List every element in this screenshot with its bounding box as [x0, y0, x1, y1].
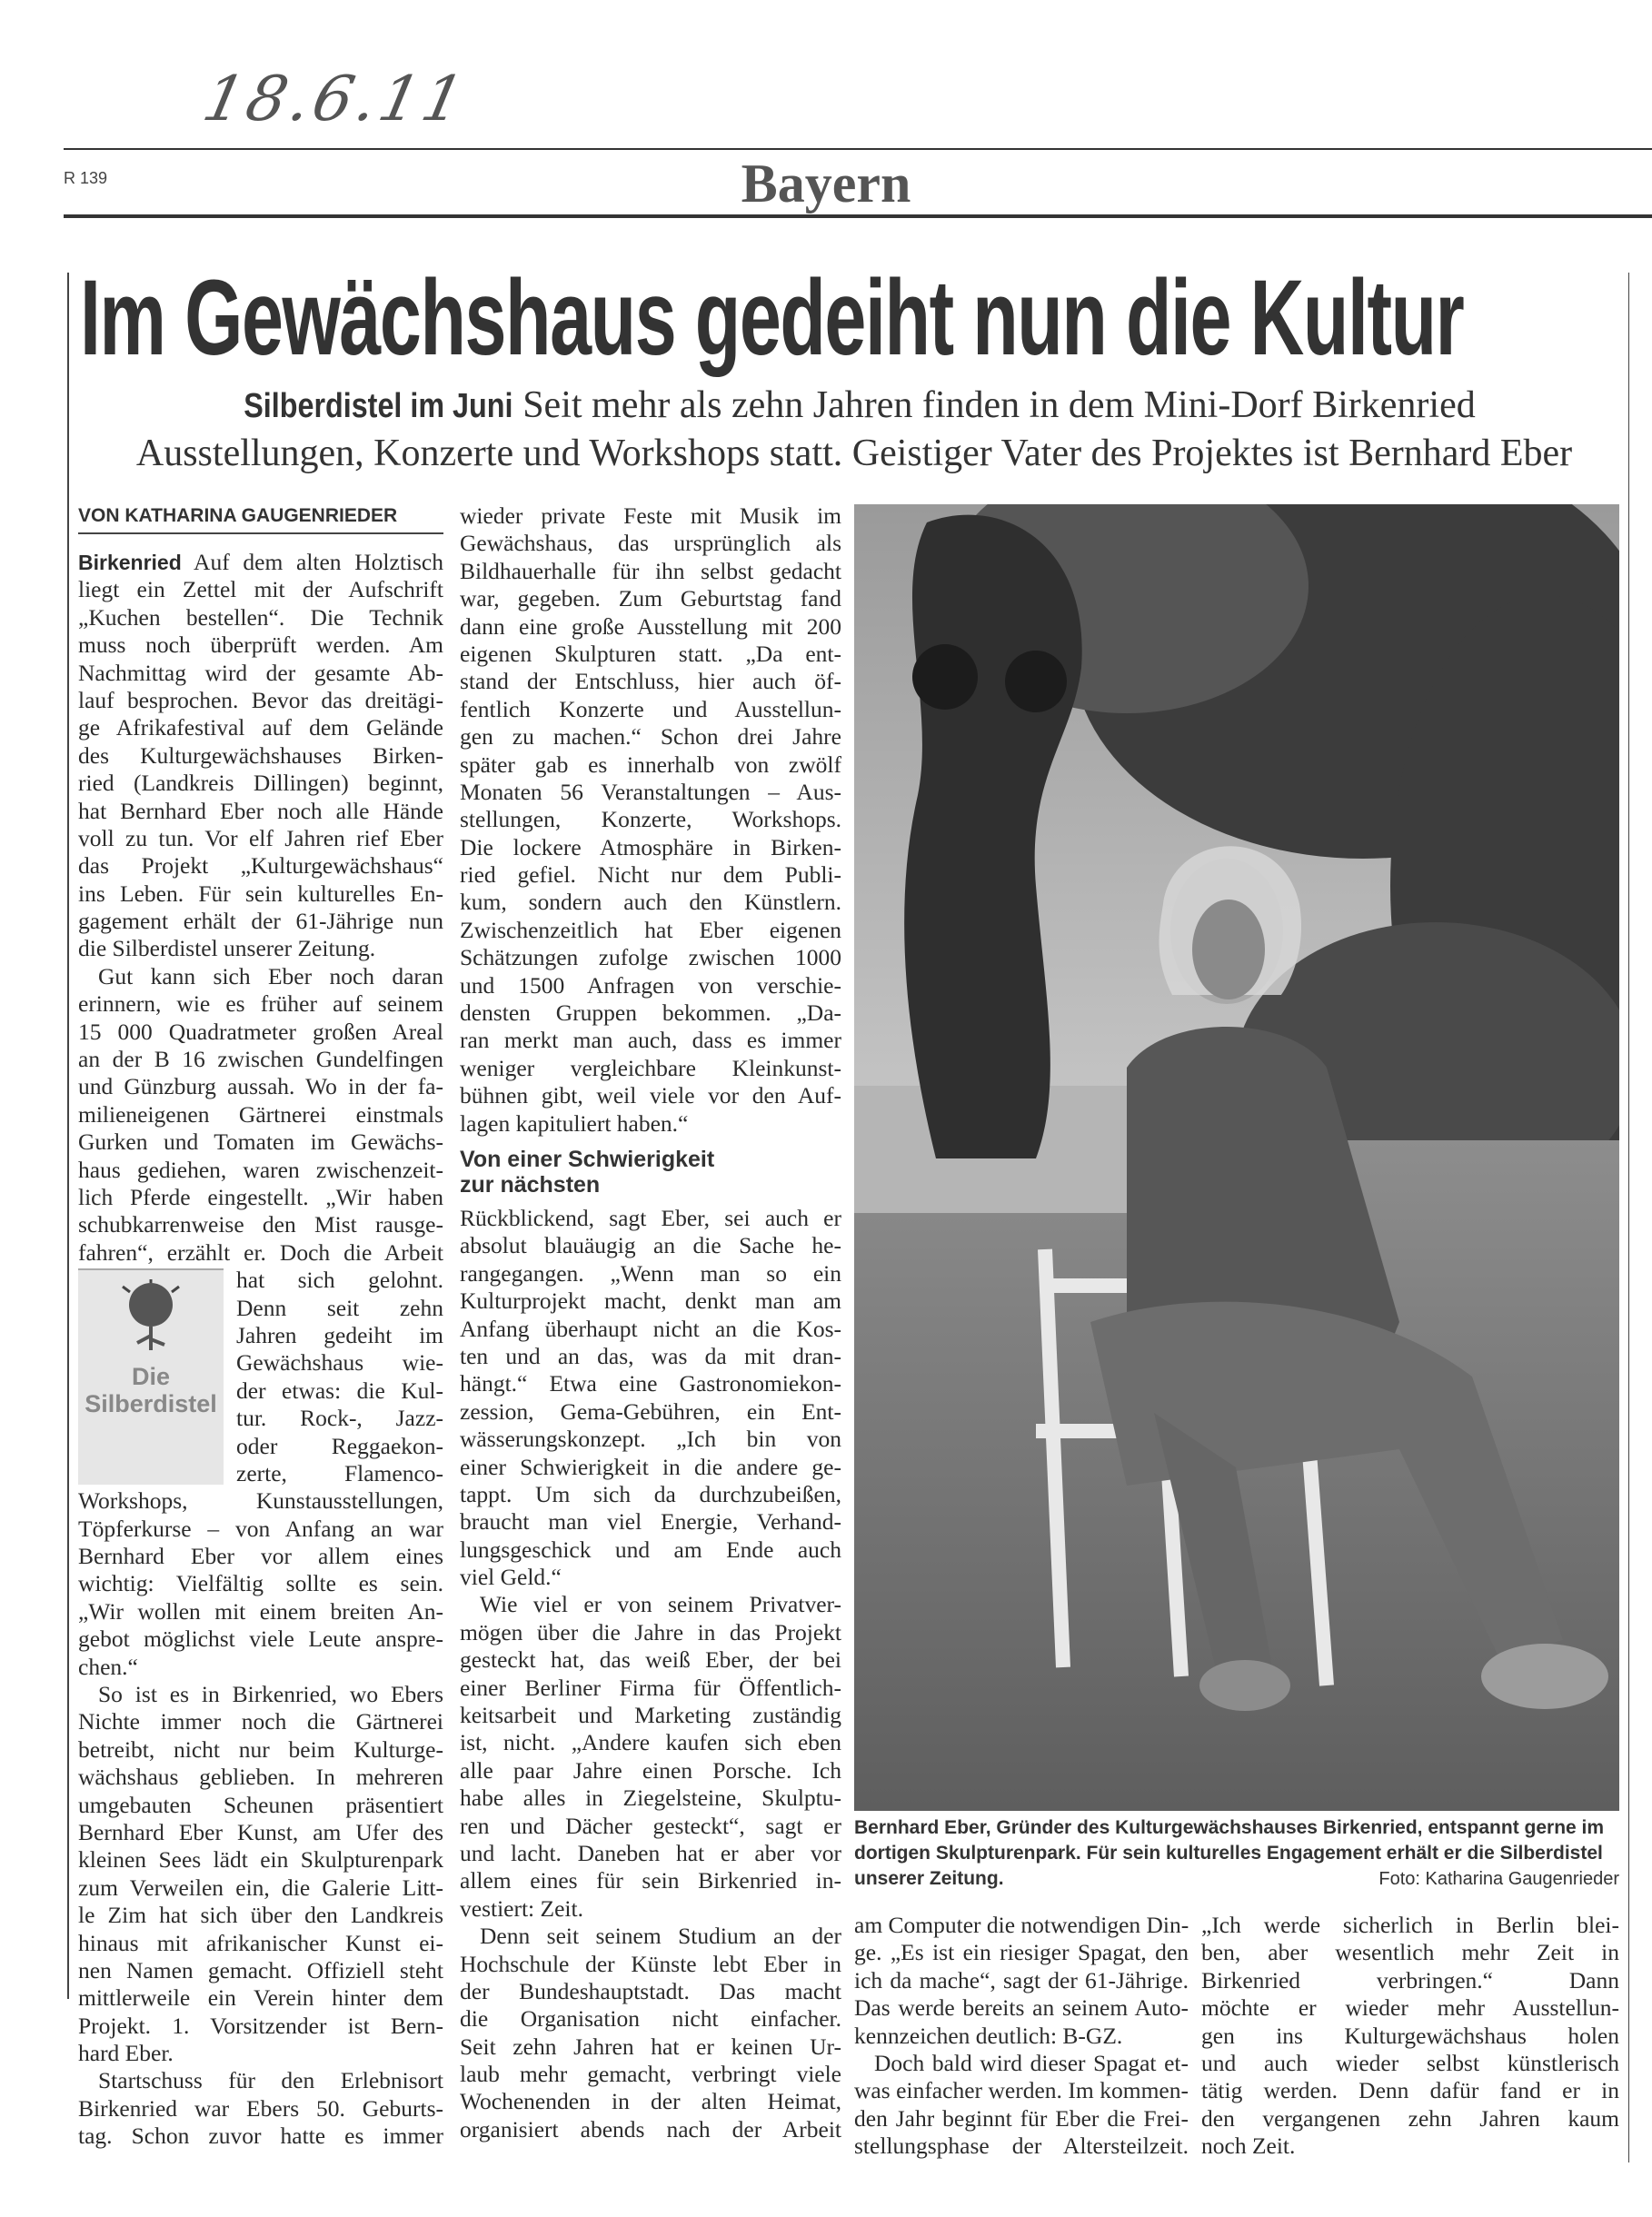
- text-line: mittlerweile ein Verein hinter dem: [78, 1984, 443, 2012]
- subheading-line: zur nächsten: [460, 1171, 601, 1198]
- thistle-icon: [119, 1279, 183, 1352]
- text-line: ge. „Es ist ein riesiger Spagat, den: [854, 1939, 1189, 1966]
- text-line: schubkarrenweise den Mist rausge-: [78, 1211, 443, 1238]
- paragraph: [460, 502, 841, 1138]
- paragraph: [854, 2050, 1189, 2161]
- text-line: lungsgeschick und am Ende auch: [460, 1536, 841, 1563]
- text-line: tag. Schon zuvor hatte es immer: [78, 2123, 443, 2150]
- text-line: die Silberdistel unserer Zeitung.: [78, 935, 376, 962]
- text-line: habe alles in Ziegelsteine, Skulptu-: [460, 1785, 841, 1812]
- text-line: erinnern, wie es früher auf seinem: [78, 990, 443, 1018]
- deck-kicker: Silberdistel im Juni: [244, 387, 513, 425]
- paragraph: [460, 1923, 841, 2143]
- text-line: chen.“: [78, 1653, 138, 1680]
- text-line: Das werde bereits an seinem Auto-: [854, 1994, 1189, 2022]
- deck-line-1: Seit mehr als zehn Jahren finden in dem Mini-Dorf Birkenried: [522, 384, 1476, 426]
- text-line: kum, sondern auch den Künstlern.: [460, 889, 841, 916]
- text-line: [78, 549, 443, 576]
- text-line: Wie viel er von seinem Privatver-: [480, 1591, 841, 1618]
- text-line: densten Gruppen bekommen. „Da-: [460, 999, 841, 1027]
- text-line: ried gefiel. Nicht nur dem Publi-: [460, 861, 841, 889]
- text-line: muss noch überprüft werden. Am: [78, 631, 443, 659]
- text-line: wichtig: Vielfältig sollte es sein.: [78, 1570, 443, 1597]
- text-line: „Wir wollen mit einem breiten An-: [78, 1597, 443, 1625]
- text-line: den vergangenen zehn Jahren kaum: [1201, 2104, 1619, 2132]
- paragraph: [460, 1591, 841, 1923]
- article-left-border: [67, 273, 69, 1999]
- text-line: ich da mache“, sagt der 61-Jährige.: [854, 1966, 1189, 1993]
- text-line: viel Geld.“: [460, 1564, 562, 1591]
- text-line: absolut blauäugig an die Sache he-: [460, 1232, 841, 1259]
- text-line: Monaten 56 Veranstaltungen – Aus-: [460, 778, 841, 805]
- text-line: braucht man viel Energie, Verhand-: [460, 1508, 841, 1536]
- column-3: [854, 1912, 1189, 2161]
- text-line: am Computer die notwendigen Din-: [854, 1912, 1189, 1938]
- column-1: [78, 549, 443, 2151]
- text-line: hard Eber.: [78, 2040, 174, 2067]
- text-line: lagen kapituliert haben.“: [460, 1109, 689, 1137]
- text-line: den Jahr beginnt für Eber die Frei-: [854, 2104, 1189, 2132]
- text-line: hinaus mit afrikanischer Kunst ei-: [78, 1929, 443, 1956]
- text-line: Nachmittag wird der gesamte Ab-: [78, 659, 443, 686]
- text-line: Denn seit seinem Studium an der: [480, 1923, 841, 1950]
- text-line: „Ich werde sicherlich in Berlin blei-: [1201, 1912, 1619, 1938]
- text-line: war, gegeben. Zum Geburtstag fand: [460, 585, 841, 612]
- paragraph: [460, 1205, 841, 1591]
- text-line: Nichte immer noch die Gärtnerei: [78, 1708, 443, 1735]
- text-line: gen ins Kulturgewächshaus holen: [1201, 2022, 1619, 2049]
- text-line: zum Verweilen ein, die Galerie Litt-: [78, 1874, 443, 1901]
- text-line: an der B 16 zwischen Gundelfingen: [78, 1046, 443, 1073]
- headline: Im Gewächshaus gedeiht nun die Kultur: [80, 258, 1464, 378]
- text-line: Denn seit zehn: [236, 1294, 443, 1321]
- text-line: des Kulturgewächshauses Birken-: [78, 741, 443, 769]
- article-right-border: [1628, 273, 1629, 2162]
- page-number: R 139: [64, 169, 108, 187]
- text-line: Bildhauerhalle für ihn selbst gedacht: [460, 557, 841, 584]
- text-line: eigenen Skulpturen statt. „Da ent-: [460, 640, 841, 667]
- lead-word: Birkenried: [78, 551, 182, 574]
- section-rule: [64, 214, 1652, 218]
- text-line: nen Namen gemacht. Offiziell steht: [78, 1956, 443, 1983]
- photo-credit: Foto: Katharina Gaugenrieder: [1378, 1869, 1619, 1889]
- text-line: fahren“, erzählt er. Doch die Arbeit: [78, 1238, 443, 1266]
- text-line: Gewächshaus wie-: [236, 1349, 443, 1377]
- text-line: gen zu machen.“ Schon drei Jahre: [460, 723, 841, 751]
- top-rule: [64, 148, 1652, 150]
- text-line: ren und Dächer gesteckt“, sagt er: [460, 1812, 841, 1839]
- text-line: Die lockere Atmosphäre in Birken-: [460, 833, 841, 860]
- text-line: oder Reggaekon-: [236, 1432, 443, 1459]
- text-line: hat Bernhard Eber noch alle Hände: [78, 797, 443, 824]
- text-line: hat sich gelohnt.: [236, 1267, 443, 1294]
- text-line: ge Afrikafestival auf dem Gelände: [78, 714, 443, 741]
- text-line: laub mehr gemacht, verbringt viele: [460, 2061, 841, 2088]
- text-line: organisiert abends nach der Arbeit: [460, 2115, 841, 2142]
- text-line: Workshops, Kunstausstellungen,: [78, 1487, 443, 1515]
- text-line: 15 000 Quadratmeter großen Areal: [78, 1018, 443, 1045]
- text-line: umgebauten Scheunen präsentiert: [78, 1791, 443, 1818]
- text-line: Projekt. 1. Vorsitzender ist Bern-: [78, 2012, 443, 2039]
- text-line: hängt.“ Etwa eine Gastronomiekon-: [460, 1370, 841, 1397]
- text-line: ran merkt man auch, dass es immer: [460, 1027, 841, 1054]
- text-line: Gut kann sich Eber noch daran: [98, 962, 443, 989]
- paragraph: [78, 963, 443, 1681]
- text-line: dann eine große Ausstellung mit 200: [460, 612, 841, 640]
- text-line: milieneigenen Gärtnerei einstmals: [78, 1100, 443, 1128]
- text-line: und auch wieder selbst künstlerisch: [1201, 2049, 1619, 2076]
- byline: VON KATHARINA GAUGENRIEDER: [78, 505, 443, 534]
- text-line: und lacht. Daneben hat er aber vor: [460, 1839, 841, 1866]
- text-line: tur. Rock-, Jazz-: [236, 1405, 443, 1432]
- text-line: So ist es in Birkenried, wo Ebers: [98, 1681, 443, 1708]
- text-line: allem eines für sein Birkenried in-: [460, 1867, 841, 1894]
- text-line: tappt. Um sich da durchzubeißen,: [460, 1480, 841, 1507]
- silberdistel-logo: [78, 1268, 224, 1485]
- text-line: einer Berliner Firma für Öffentlich-: [460, 1674, 841, 1701]
- text-line: Birkenried war Ebers 50. Geburts-: [78, 2094, 443, 2122]
- text-line: vestiert: Zeit.: [460, 1894, 583, 1922]
- section-title: Bayern: [741, 154, 911, 214]
- text-line: möchte er wieder mehr Ausstellun-: [1201, 1994, 1619, 2022]
- text-line: gagement erhält der 61-Jährige nun: [78, 908, 443, 935]
- text-line: stand der Entschluss, hier auch öf-: [460, 668, 841, 695]
- text-line: was einfacher werden. Im kommen-: [854, 2077, 1189, 2104]
- text-line: Anfang überhaupt nicht an die Kos-: [460, 1315, 841, 1342]
- text-line: zession, Gema-Gebühren, ein Ent-: [460, 1397, 841, 1425]
- text-line: Startschuss für den Erlebnisort: [98, 2067, 443, 2094]
- text-line: stellungen, Konzerte, Workshops.: [460, 806, 841, 833]
- text-line: Doch bald wird dieser Spagat et-: [874, 2049, 1189, 2076]
- subheading: [460, 1147, 841, 1198]
- text-line: Wochenenden in der alten Heimat,: [460, 2088, 841, 2115]
- paragraph: [78, 1681, 443, 2067]
- text-line: ten und an das, was da mit dran-: [460, 1342, 841, 1369]
- text-line: ried (Landkreis Dillingen) beginnt,: [78, 770, 443, 797]
- text-line: betreibt, nicht nur beim Kulturge-: [78, 1735, 443, 1763]
- text-line: stellungsphase der Altersteilzeit.: [854, 2132, 1189, 2160]
- text-line: Kulturprojekt macht, denkt man am: [460, 1287, 841, 1315]
- text-line: und 1500 Anfragen von verschie-: [460, 971, 841, 999]
- column-2: [460, 502, 841, 2143]
- text-line: Hochschule der Künste lebt Eber in: [460, 1950, 841, 1977]
- deck: [82, 382, 1627, 477]
- text-line: liegt ein Zettel mit der Aufschrift: [78, 576, 443, 603]
- text-line: tätig werden. Denn dafür fand er in: [1201, 2077, 1619, 2104]
- text-line: einer Schwierigkeit in die andere ge-: [460, 1453, 841, 1480]
- text-line: gesteckt hat, das weiß Eber, der bei: [460, 1646, 841, 1674]
- text-line: lich Pferde eingestellt. „Wir haben: [78, 1183, 443, 1210]
- column-4: [1201, 1912, 1619, 2161]
- text-line: Jahren gedeiht im: [236, 1321, 443, 1348]
- text-line: rangegangen. „Wenn man so ein: [460, 1259, 841, 1287]
- text-line: und Günzburg aussah. Wo in der fa-: [78, 1073, 443, 1100]
- text-line: Töpferkurse – von Anfang an war: [78, 1515, 443, 1542]
- text-line: keitsarbeit und Marketing zuständig: [460, 1702, 841, 1729]
- text-line: alle paar Jahre einen Porsche. Ich: [460, 1756, 841, 1784]
- article-photo: [854, 504, 1619, 1811]
- text-line: haus gediehen, waren zwischenzeit-: [78, 1156, 443, 1183]
- text-line: ist, nicht. „Andere kaufen sich eben: [460, 1729, 841, 1756]
- text-line: gebot möglichst viele Leute anspre-: [78, 1625, 443, 1653]
- text-line: der etwas: die Kul-: [236, 1377, 443, 1404]
- text-line: bühnen gibt, weil viele vor den Auf-: [460, 1082, 841, 1109]
- text-line: das Projekt „Kulturgewächshaus“: [78, 852, 443, 880]
- text-line: Schätzungen zufolge zwischen 1000: [460, 944, 841, 971]
- paragraph: [1201, 1912, 1619, 2161]
- text-line: le Zim hat sich über den Landkreis: [78, 1902, 443, 1929]
- text-line: mögen über die Jahre in das Projekt: [460, 1618, 841, 1645]
- text-line: ins Leben. Für sein kulturelles En-: [78, 880, 443, 907]
- text-line: die Organisation nicht einfacher.: [460, 2005, 841, 2033]
- paragraph: [854, 1912, 1189, 2050]
- text-line: Bernhard Eber vor allem eines: [78, 1543, 443, 1570]
- text-line: Seit zehn Jahren hat er keinen Ur-: [460, 2033, 841, 2060]
- lead-text: Auf dem alten Holztisch: [181, 549, 443, 575]
- paragraph: [78, 549, 443, 963]
- text-line: „Kuchen bestellen“. Die Technik: [78, 603, 443, 631]
- photo-bernhard-eber: [854, 504, 1619, 1811]
- deck-line-2: Ausstellungen, Konzerte und Workshops statt. Geistiger Vater des Projektes ist Bernhard Eber: [135, 432, 1573, 474]
- text-line: Zwischenzeitlich hat Eber eigenen: [460, 916, 841, 943]
- paragraph: [78, 2067, 443, 2150]
- handwritten-date: 18.6.11: [196, 64, 473, 135]
- text-line: zerte, Flamenco-: [236, 1459, 443, 1486]
- text-line: der Bundeshauptstadt. Das macht: [460, 1977, 841, 2004]
- text-line: Birkenried verbringen.“ Dann: [1201, 1966, 1619, 1993]
- text-line: voll zu tun. Vor elf Jahren rief Eber: [78, 824, 443, 851]
- text-line: kleinen Sees lädt ein Skulpturenpark: [78, 1846, 443, 1874]
- text-line: Bernhard Eber Kunst, am Ufer des: [78, 1818, 443, 1845]
- logo-line-1: Die: [131, 1363, 171, 1391]
- logo-line-2: Silberdistel: [85, 1390, 217, 1418]
- text-line: kennzeichen deutlich: B-GZ.: [854, 2022, 1123, 2049]
- text-line: später gab es innerhalb von zwölf: [460, 751, 841, 778]
- text-line: Rückblickend, sagt Eber, sei auch er: [460, 1204, 841, 1231]
- text-line: ben, aber wesentlich mehr Zeit in: [1201, 1939, 1619, 1966]
- text-line: lauf besprochen. Bevor das dreitägi-: [78, 686, 443, 713]
- text-line: wieder private Feste mit Musik im: [460, 502, 841, 529]
- text-line: wässerungskonzept. „Ich bin von: [460, 1426, 841, 1453]
- photo-caption: [854, 1815, 1619, 1892]
- text-line: Gewächshaus, das ursprünglich als: [460, 530, 841, 557]
- text-line: weniger vergleichbare Kleinkunst-: [460, 1054, 841, 1081]
- text-line: wächshaus geblieben. In mehreren: [78, 1764, 443, 1791]
- text-line: Gurken und Tomaten im Gewächs-: [78, 1128, 443, 1156]
- caption-text: Bernhard Eber, Gründer des Kulturgewächshauses Birkenried, entspannt gerne im dortigen Skulpturenpark. Für sein kulturelles Engagement erhält er die Silberdistel unserer Zeitung.: [854, 1817, 1605, 1889]
- subheading-line: Von einer Schwierigkeit: [460, 1146, 715, 1172]
- text-line: noch Zeit.: [1201, 2132, 1296, 2160]
- text-line: fentlich Konzerte und Ausstellun-: [460, 695, 841, 722]
